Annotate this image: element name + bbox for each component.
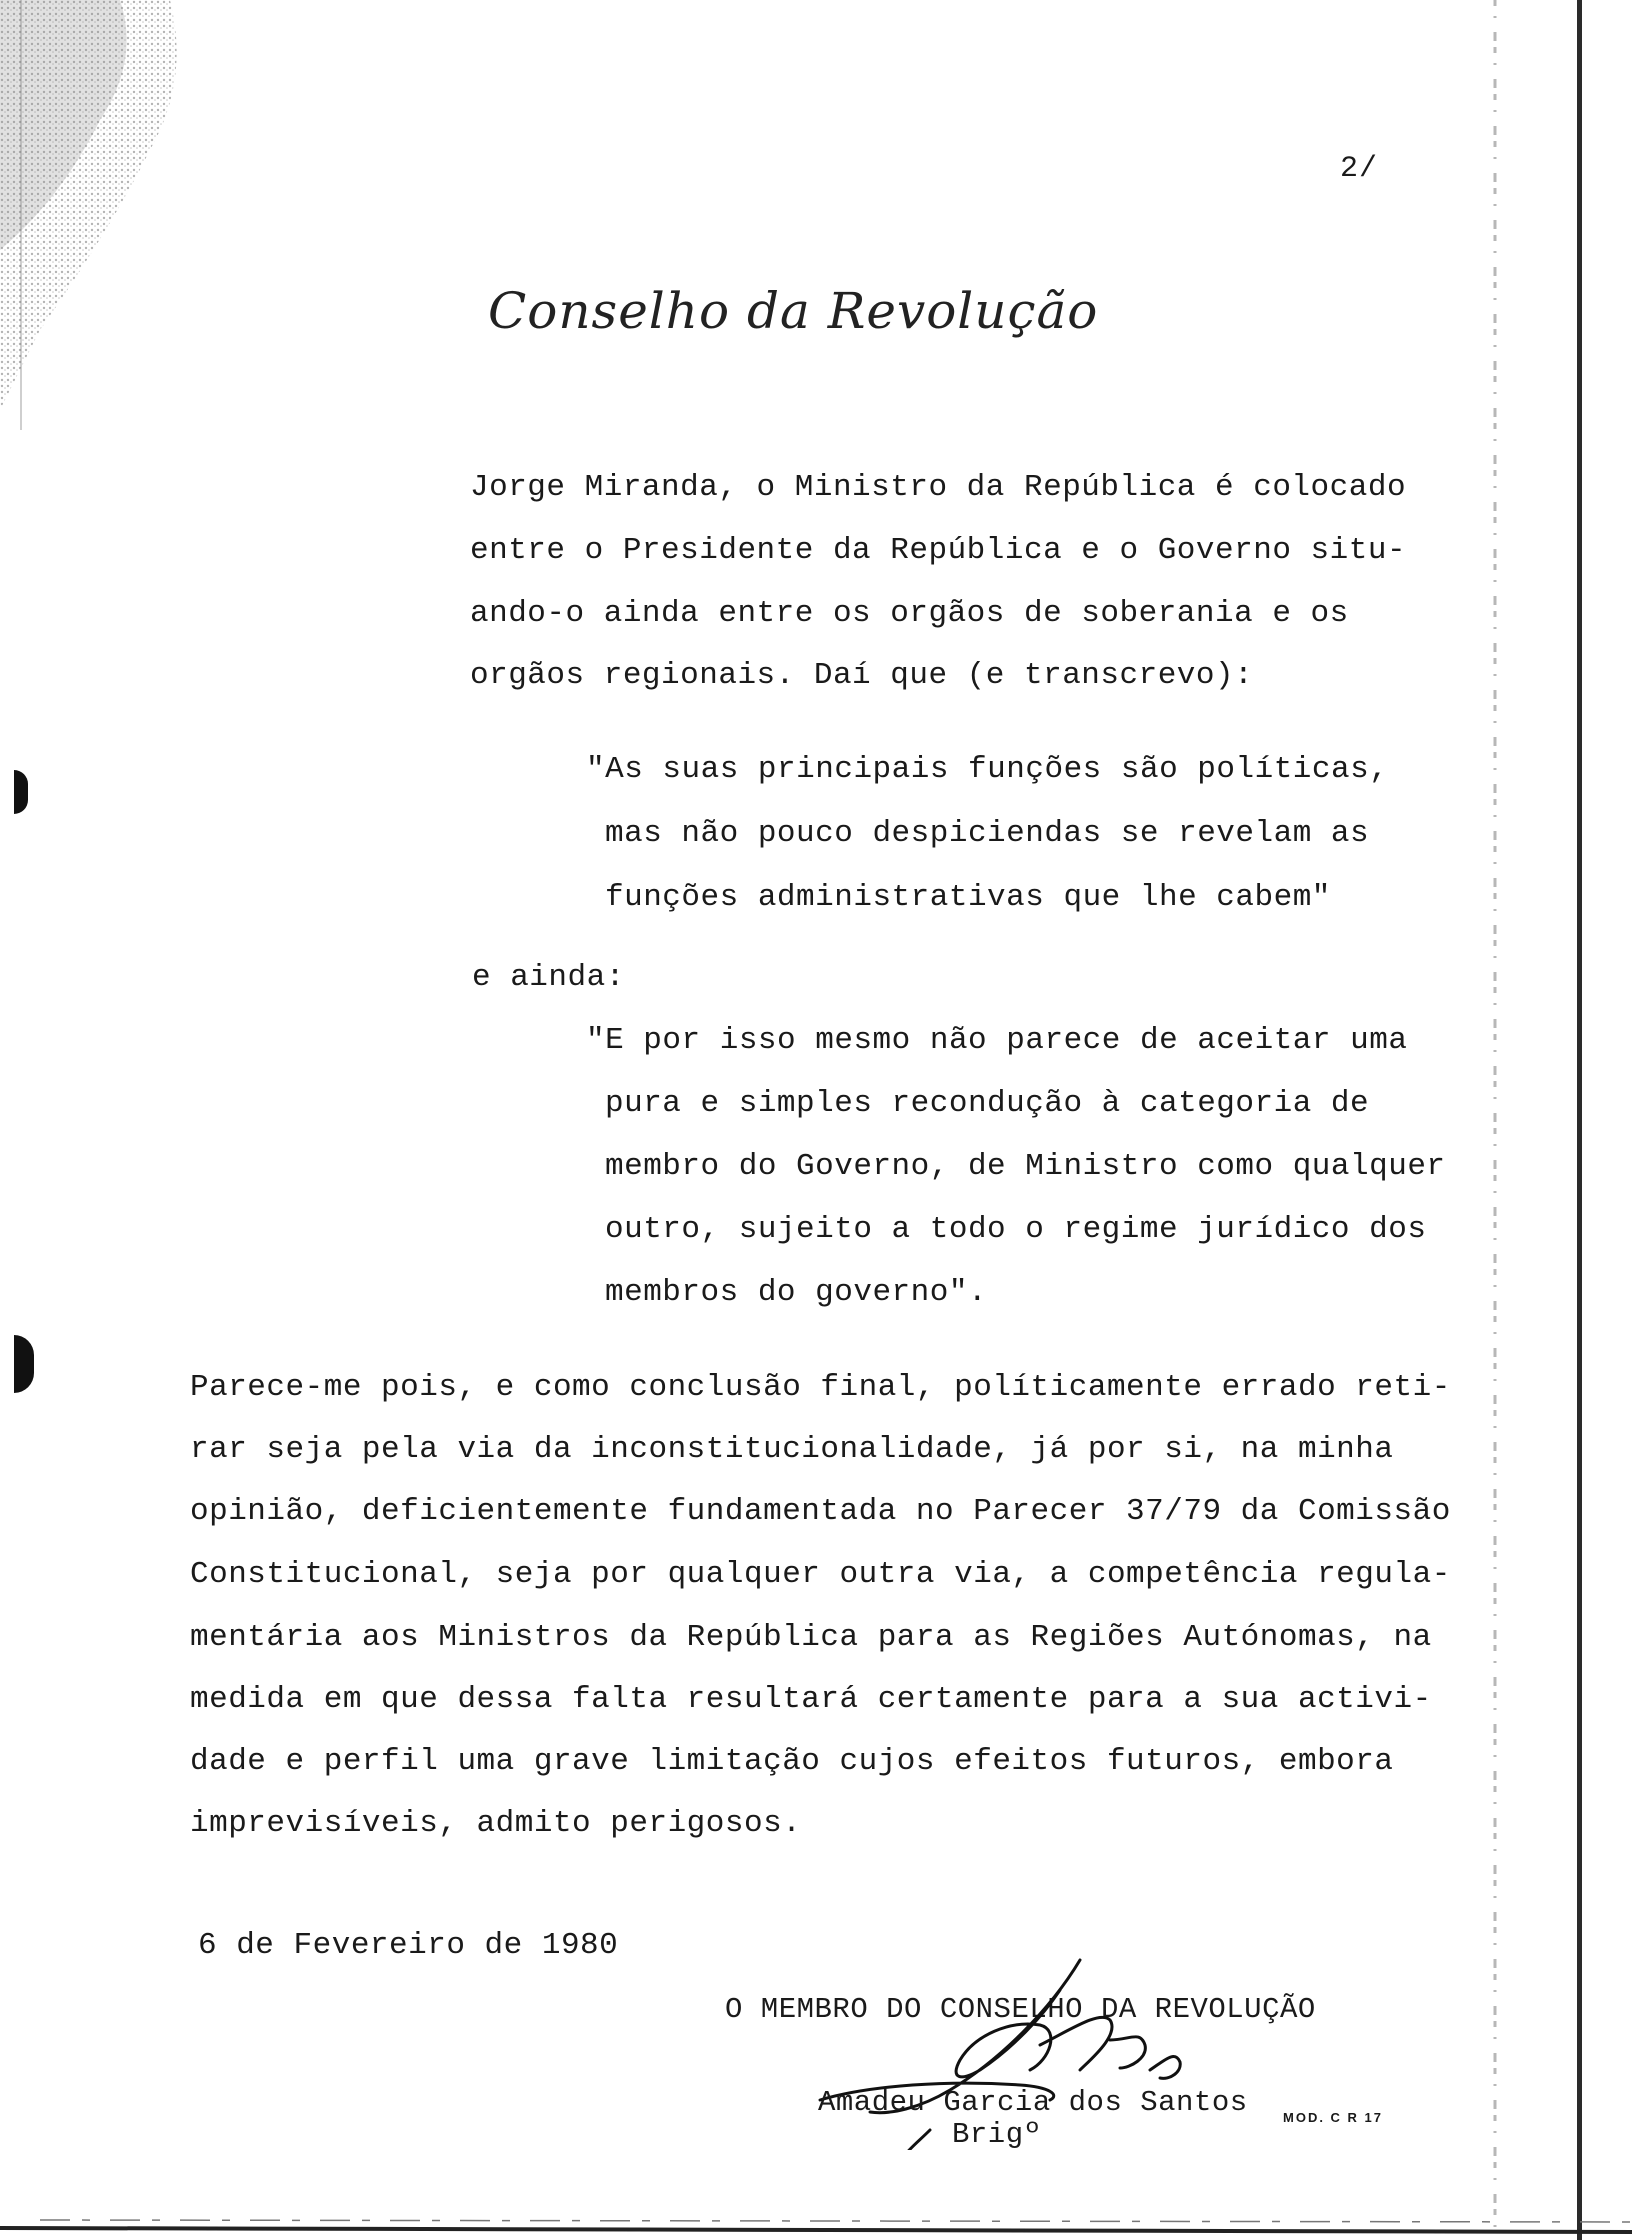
quote-line: membro do Governo, de Ministro como qualquer [605, 1149, 1446, 1184]
connector-text: e ainda: [472, 960, 625, 995]
scan-edge-right [1490, 0, 1500, 2240]
quote-line: pura e simples recondução à categoria de [605, 1086, 1370, 1121]
form-code: MOD. C R 17 [1283, 2110, 1384, 2125]
quote-line: membros do governo". [605, 1275, 988, 1310]
letterhead-title: Conselho da Revolução [488, 282, 1099, 340]
signatory-name: Amadeu Garcia dos Santos [818, 2086, 1248, 2119]
scan-corner-smudge [0, 0, 200, 420]
punch-hole [14, 1335, 34, 1393]
signatory-role: O MEMBRO DO CONSELHO DA REVOLUÇÃO [725, 1993, 1316, 2026]
quote-line: "E por isso mesmo não parece de aceitar uma [586, 1023, 1408, 1058]
scan-edge-right-dark [1577, 0, 1582, 2240]
body-line: dade e perfil uma grave limitação cujos efeitos futuros, embora [190, 1744, 1394, 1779]
quote-line: "As suas principais funções são políticas, [586, 752, 1389, 787]
quote-line: outro, sujeito a todo o regime jurídico dos [605, 1212, 1427, 1247]
body-line: ando-o ainda entre os orgãos de soberania e os [470, 596, 1349, 631]
signatory-rank: Brigº [952, 2118, 1042, 2151]
punch-hole [14, 770, 28, 814]
body-line: mentária aos Ministros da República para as Regiões Autónomas, na [190, 1620, 1432, 1655]
document-date: 6 de Fevereiro de 1980 [198, 1928, 619, 1963]
scan-edge-bottom [0, 2210, 1632, 2240]
body-line: imprevisíveis, admito perigosos. [190, 1806, 802, 1841]
body-line: Jorge Miranda, o Ministro da República é colocado [470, 470, 1407, 505]
quote-line: funções administrativas que lhe cabem" [605, 880, 1331, 915]
body-line: rar seja pela via da inconstitucionalidade, já por si, na minha [190, 1432, 1394, 1467]
body-line: Constitucional, seja por qualquer outra via, a competência regula- [190, 1557, 1451, 1592]
body-line: entre o Presidente da República e o Governo situ- [470, 533, 1407, 568]
body-line: opinião, deficientemente fundamentada no Parecer 37/79 da Comissão [190, 1494, 1451, 1529]
body-line: Parece-me pois, e como conclusão final, políticamente errado reti- [190, 1370, 1451, 1405]
page-number: 2/ [1340, 152, 1379, 186]
quote-line: mas não pouco despiciendas se revelam as [605, 816, 1370, 851]
body-line: orgãos regionais. Daí que (e transcrevo): [470, 658, 1254, 693]
body-line: medida em que dessa falta resultará certamente para a sua activi- [190, 1682, 1432, 1717]
